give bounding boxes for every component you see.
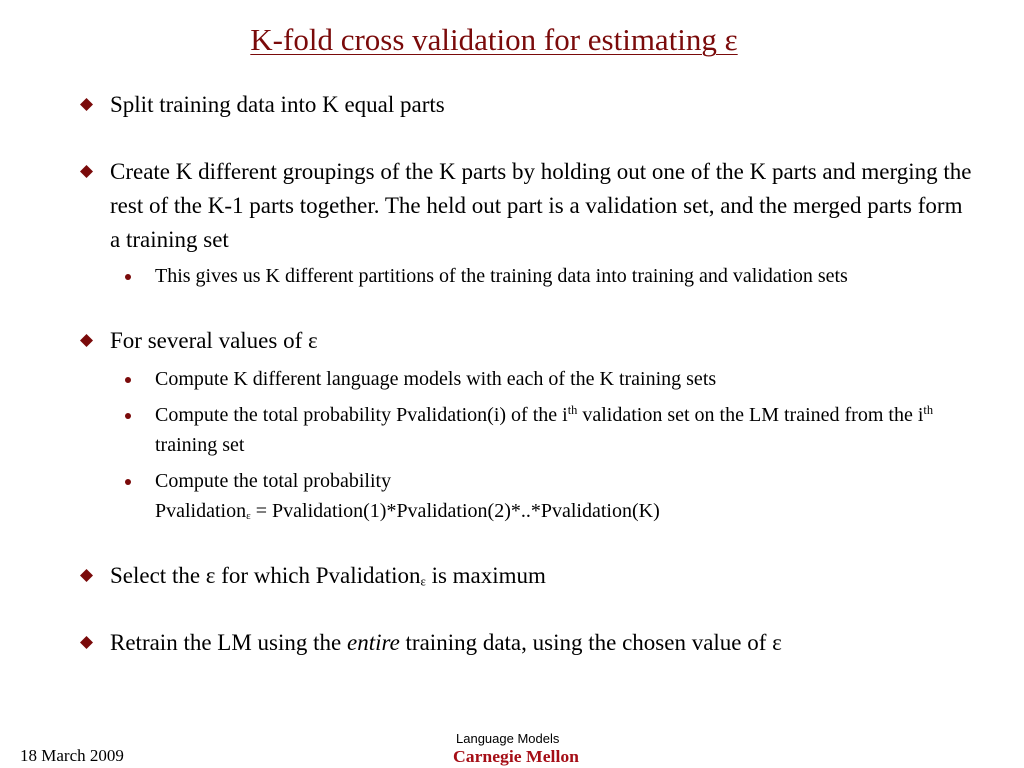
- footer-topic: Language Models: [456, 731, 560, 746]
- slide-title: K-fold cross validation for estimating ε: [250, 22, 738, 57]
- bullet-select-epsilon: [76, 559, 976, 593]
- diamond-bullet-icon: [80, 98, 93, 111]
- sub-bullet-text: Compute K different language models with each of the K training sets: [155, 368, 717, 390]
- dot-bullet-icon: [125, 479, 131, 485]
- dot-bullet-icon: [125, 274, 131, 280]
- bullet-text: For several values of ε: [110, 328, 318, 353]
- bullet-text: Split training data into K equal parts: [110, 92, 445, 117]
- bullet-several-values: [76, 324, 976, 358]
- footer-date: 18 March 2009: [20, 746, 124, 765]
- bullet-retrain: [76, 626, 976, 660]
- diamond-bullet-icon: [80, 334, 93, 347]
- bullet-text: Select the ε for which Pvalidation$_\varepsilon$ is maximum: [110, 563, 546, 589]
- sub-bullet-total-probability: [76, 466, 976, 526]
- bullet-text: Retrain the LM using the entire training data, using the chosen value of ε: [110, 630, 782, 655]
- sub-bullet-formula: Pvalidation$_\varepsilon$ = Pvalidation(1)*Pvalidation(2)*..*Pvalidation(K): [155, 500, 660, 523]
- sub-bullet-compute-probability: [76, 400, 976, 460]
- sub-bullet-text: Compute the total probability: [155, 470, 392, 492]
- slide-content: [76, 88, 976, 660]
- sub-bullet-compute-models: [76, 364, 976, 394]
- dot-bullet-icon: [125, 377, 131, 383]
- sub-bullet-text: This gives us K different partitions of the training data into training and validation sets: [155, 265, 848, 287]
- diamond-bullet-icon: [80, 165, 93, 178]
- sub-bullet-text: Compute the total probability Pvalidation(i) of the $i^{th}$ validation set on the LM trained from the $i^{th}$ training set: [155, 403, 934, 456]
- dot-bullet-icon: [125, 413, 131, 419]
- bullet-create-groupings: [76, 155, 976, 257]
- sub-bullet-partitions: [76, 261, 976, 291]
- bullet-split-data: [76, 88, 976, 122]
- bullet-text: Create K different groupings of the K parts by holding out one of the K parts and merging the rest of the K-1 parts together. The held out part is a validation set, and the merged parts form a training set: [110, 159, 972, 252]
- diamond-bullet-icon: [80, 636, 93, 649]
- logo-text: Carnegie Mellon: [453, 747, 580, 766]
- diamond-bullet-icon: [80, 569, 93, 582]
- carnegie-mellon-logo: [453, 746, 583, 768]
